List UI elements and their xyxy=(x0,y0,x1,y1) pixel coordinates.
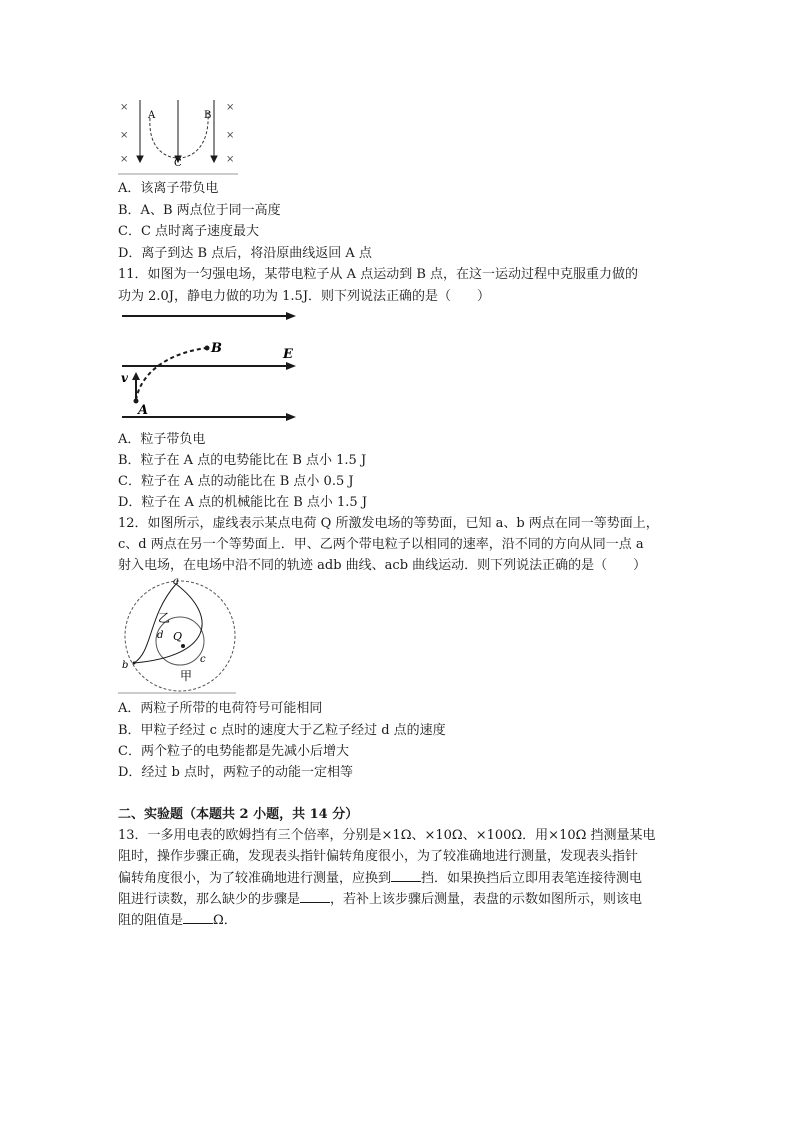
q12-option-b: B．甲粒子经过 c 点时的速度大于乙粒子经过 d 点的速度 xyxy=(118,723,446,738)
point-label-a: a xyxy=(173,576,179,587)
answer-blank-1[interactable] xyxy=(391,869,421,882)
field-marker: × xyxy=(226,102,235,113)
particle-label-jia: 甲 xyxy=(180,669,193,683)
point-label-a: A xyxy=(138,403,149,418)
q13-line3 xyxy=(118,869,642,888)
velocity-arrow-head xyxy=(132,372,140,380)
figure-q10-magnetic-field xyxy=(118,96,248,176)
q11-stem-line2: 功为 2.0J，静电力做的功为 1.5J．则下列说法正确的是（ ） xyxy=(118,289,491,304)
figure-q11-uniform-field xyxy=(118,306,303,426)
answer-blank-2[interactable] xyxy=(300,890,330,903)
q13-line2: 阻时，操作步骤正确，发现表头指针偏转角度很小，为了较准确地进行测量，发现表头指针 xyxy=(118,849,639,864)
q13-line4-text-b: ，若补上该步骤后测量，表盘的示数如图所示，则该电 xyxy=(330,892,643,907)
q13-line4-text-a: 阻进行读数，那么缺少的步骤是 xyxy=(118,892,301,907)
particle-label-yi: 乙 xyxy=(158,611,171,625)
figure-q12-equipotential xyxy=(118,576,248,696)
particle-trajectory xyxy=(136,348,206,400)
q10-option-a: A．该离子带负电 xyxy=(118,181,219,196)
q13-line5-text-b: Ω． xyxy=(213,913,237,928)
arrow-head xyxy=(286,413,296,421)
point-label-b: B xyxy=(211,341,222,356)
section-2-title: 二、实验题（本题共 2 小题，共 14 分） xyxy=(118,807,359,822)
q12-option-c: C．两个粒子的电势能都是先减小后增大 xyxy=(118,744,349,759)
q13-line5 xyxy=(118,911,237,930)
field-marker: × xyxy=(226,154,235,165)
point-label-c: c xyxy=(200,654,206,665)
q10-option-d: D．离子到达 B 点后，将沿原曲线返回 A 点 xyxy=(118,246,372,261)
q13-line5-text-a: 阻的阻值是 xyxy=(118,913,184,928)
q11-option-d: D．粒子在 A 点的机械能比在 B 点小 1.5 J xyxy=(118,495,368,510)
q12-stem-line1: 12．如图所示，虚线表示某点电荷 Q 所激发电场的等势面，已知 a、b 两点在同一等势面上， xyxy=(118,516,659,531)
q10-option-c: C．C 点时离子速度最大 xyxy=(118,224,260,239)
field-marker: × xyxy=(120,130,129,141)
q11-option-a: A．粒子带负电 xyxy=(118,432,206,447)
q11-option-b: B．粒子在 A 点的电势能比在 B 点小 1.5 J xyxy=(118,453,367,468)
q13-line4 xyxy=(118,890,642,909)
q12-option-a: A．两粒子所带的电荷符号可能相同 xyxy=(118,701,323,716)
q10-option-b: B．A、B 两点位于同一高度 xyxy=(118,203,281,218)
q13-line3-text-a: 偏转角度很小，为了较准确地进行测量，应换到 xyxy=(118,871,392,886)
point-label-c: C xyxy=(174,158,182,169)
answer-blank-3[interactable] xyxy=(183,911,213,924)
q13-line1: 13．一多用电表的欧姆挡有三个倍率，分别是×1Ω、×10Ω、×100Ω．用×10Ω 挡测量某电 xyxy=(118,828,656,843)
ion-trajectory xyxy=(150,112,208,158)
q11-stem-line1: 11．如图为一匀强电场，某带电粒子从 A 点运动到 B 点，在这一运动过程中克服重力做的 xyxy=(118,267,639,282)
q12-stem-line3: 射入电场，在电场中沿不同的轨迹 adb 曲线、acb 曲线运动．则下列说法正确的是（ ） xyxy=(118,558,647,573)
field-label-e: E xyxy=(283,347,293,362)
q13-line3-text-b: 挡．如果换挡后立即用表笔连接待测电 xyxy=(421,871,643,886)
point-label-b: b xyxy=(122,660,129,671)
field-marker: × xyxy=(120,102,129,113)
field-marker: × xyxy=(120,154,129,165)
field-marker: × xyxy=(226,130,235,141)
arrow-head xyxy=(286,362,296,370)
arrow-head xyxy=(211,156,217,162)
charge-q-dot xyxy=(181,644,185,648)
point-label-a: A xyxy=(148,110,156,121)
point-label-b: B xyxy=(204,110,212,121)
point-b-dot xyxy=(133,662,136,665)
arrow-head xyxy=(137,156,143,162)
q11-option-c: C．粒子在 A 点的动能比在 B 点小 0.5 J xyxy=(118,474,354,489)
q12-option-d: D．经过 b 点时，两粒子的动能一定相等 xyxy=(118,765,354,780)
charge-label-q: Q xyxy=(173,630,183,643)
point-label-d: d xyxy=(157,630,164,641)
point-b-dot xyxy=(205,346,210,351)
arrow-head xyxy=(286,312,296,320)
velocity-label-v: v xyxy=(121,371,128,385)
q12-stem-line2: c、d 两点在另一个等势面上．甲、乙两个带电粒子以相同的速率，沿不同的方向从同一点 a xyxy=(118,537,644,552)
